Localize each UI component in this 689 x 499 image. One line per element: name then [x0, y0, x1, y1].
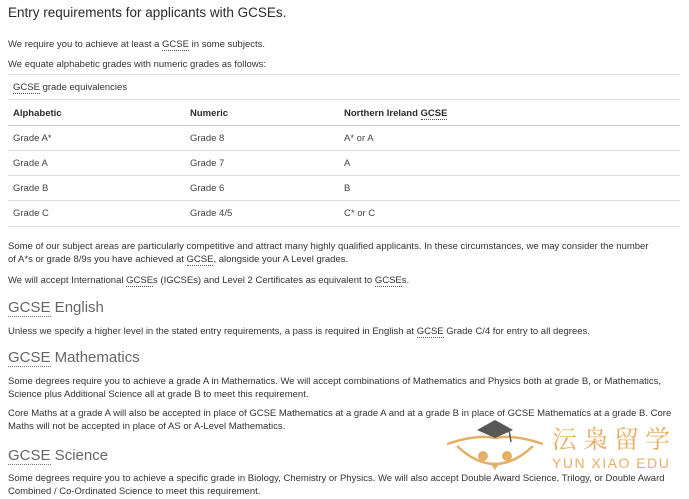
page-title: Entry requirements for applicants with GCSEs.	[8, 5, 287, 20]
table-top-border	[8, 99, 680, 100]
cell-northern-ireland: C* or C	[344, 208, 376, 219]
table-caption	[13, 82, 127, 93]
international-text-end: s.	[401, 275, 410, 286]
gcse-abbr[interactable]: GCSE	[126, 275, 154, 286]
cell-alphabetic: Grade A	[13, 158, 48, 169]
cell-alphabetic: Grade B	[13, 183, 49, 194]
cell-alphabetic: Grade C	[13, 208, 49, 219]
watermark-chinese-text: 沄枭留学	[552, 425, 677, 454]
gcse-abbr[interactable]: GCSE	[420, 108, 448, 119]
cell-northern-ireland: A	[344, 158, 351, 169]
row-divider	[8, 200, 680, 201]
gcse-abbr[interactable]: GCSE	[162, 39, 189, 50]
watermark-english-text: YUN XIAO EDU	[552, 455, 671, 471]
cell-numeric: Grade 6	[190, 183, 225, 194]
cell-numeric: Grade 4/5	[190, 208, 233, 219]
cell-numeric: Grade 7	[190, 158, 225, 169]
divider	[8, 74, 680, 75]
competitive-paragraph	[8, 240, 680, 266]
table-header-border	[8, 125, 680, 126]
gcse-abbr[interactable]: GCSE	[416, 326, 444, 337]
column-header-northern-ireland	[344, 108, 447, 119]
english-text: Unless we specify a higher level in the stated entry requirements, a pass is required in English at	[8, 326, 417, 337]
international-text-mid: s (IGCSEs) and Level 2 Certificates as equivalent to	[153, 275, 375, 286]
caption-text: grade equivalencies	[39, 82, 128, 93]
english-paragraph	[8, 325, 680, 338]
column-header-alphabetic: Alphabetic	[13, 108, 62, 119]
competitive-line-1: Some of our subject areas are particularly competitive and attract many highly qualified applicants. In these circumstances, we may consider the number	[8, 241, 649, 252]
column-header-numeric: Numeric	[190, 108, 229, 119]
gcse-abbr[interactable]: GCSE	[8, 349, 51, 366]
section-heading-english	[8, 299, 104, 316]
intro-text-before: We require you to achieve at least a	[8, 39, 163, 50]
gcse-abbr[interactable]: GCSE	[13, 82, 40, 93]
cell-northern-ireland: B	[344, 183, 351, 194]
english-text-end: Grade C/4 for entry to all degrees.	[443, 326, 590, 337]
cell-alphabetic: Grade A*	[13, 133, 52, 144]
row-divider	[8, 175, 680, 176]
intro-text-after: in some subjects.	[188, 39, 266, 50]
maths-p1-line-2: Science plus Additional Science all at grade B to meet this requirement.	[8, 389, 309, 400]
science-line-1: Some degrees require you to achieve a specific grade in Biology, Chemistry or Physics. We will also accept Double Award Science, Trilogy, or Double Award	[8, 473, 665, 484]
row-divider	[8, 150, 680, 151]
gcse-abbr[interactable]: GCSE	[186, 254, 214, 265]
competitive-line-2-end: , alongside your A Level grades.	[213, 254, 349, 265]
intro-paragraph-1	[8, 38, 680, 51]
heading-text: Mathematics	[50, 349, 140, 366]
international-text: We will accept International	[8, 275, 127, 286]
maths-p2-line-1: Core Maths at a grade A will also be accepted in place of GCSE Mathematics at a grade A and at a grade B in place of GCSE Mathematics at a grade B. Core	[8, 408, 672, 419]
competitive-line-2: of A*s or grade 8/9s you have achieved at	[8, 254, 187, 265]
gcse-abbr[interactable]: GCSE	[8, 299, 51, 316]
heading-text: Science	[50, 447, 109, 464]
cell-northern-ireland: A* or A	[344, 133, 374, 144]
section-heading-science	[8, 447, 108, 464]
intro-paragraph-2: We equate alphabetic grades with numeric grades as follows:	[8, 59, 267, 70]
cell-numeric: Grade 8	[190, 133, 225, 144]
section-heading-mathematics	[8, 349, 140, 366]
maths-p2-line-2: Maths will not be accepted in place of AS or A-Level Mathematics.	[8, 421, 286, 432]
heading-text: English	[50, 299, 104, 316]
maths-paragraph-1	[8, 375, 680, 401]
table-bottom-border	[8, 226, 680, 227]
international-paragraph	[8, 274, 680, 287]
maths-p1-line-1: Some degrees require you to achieve a grade A in Mathematics. We will accept combinations of Mathematics and Physics both at grade B, or Mathematics,	[8, 376, 662, 387]
science-line-2: Combined / Co-Ordinated Science to meet this requirement.	[8, 486, 261, 497]
gcse-abbr[interactable]: GCSE	[8, 447, 51, 464]
ni-header-text: Northern Ireland	[344, 108, 421, 119]
gcse-abbr[interactable]: GCSE	[374, 275, 402, 286]
